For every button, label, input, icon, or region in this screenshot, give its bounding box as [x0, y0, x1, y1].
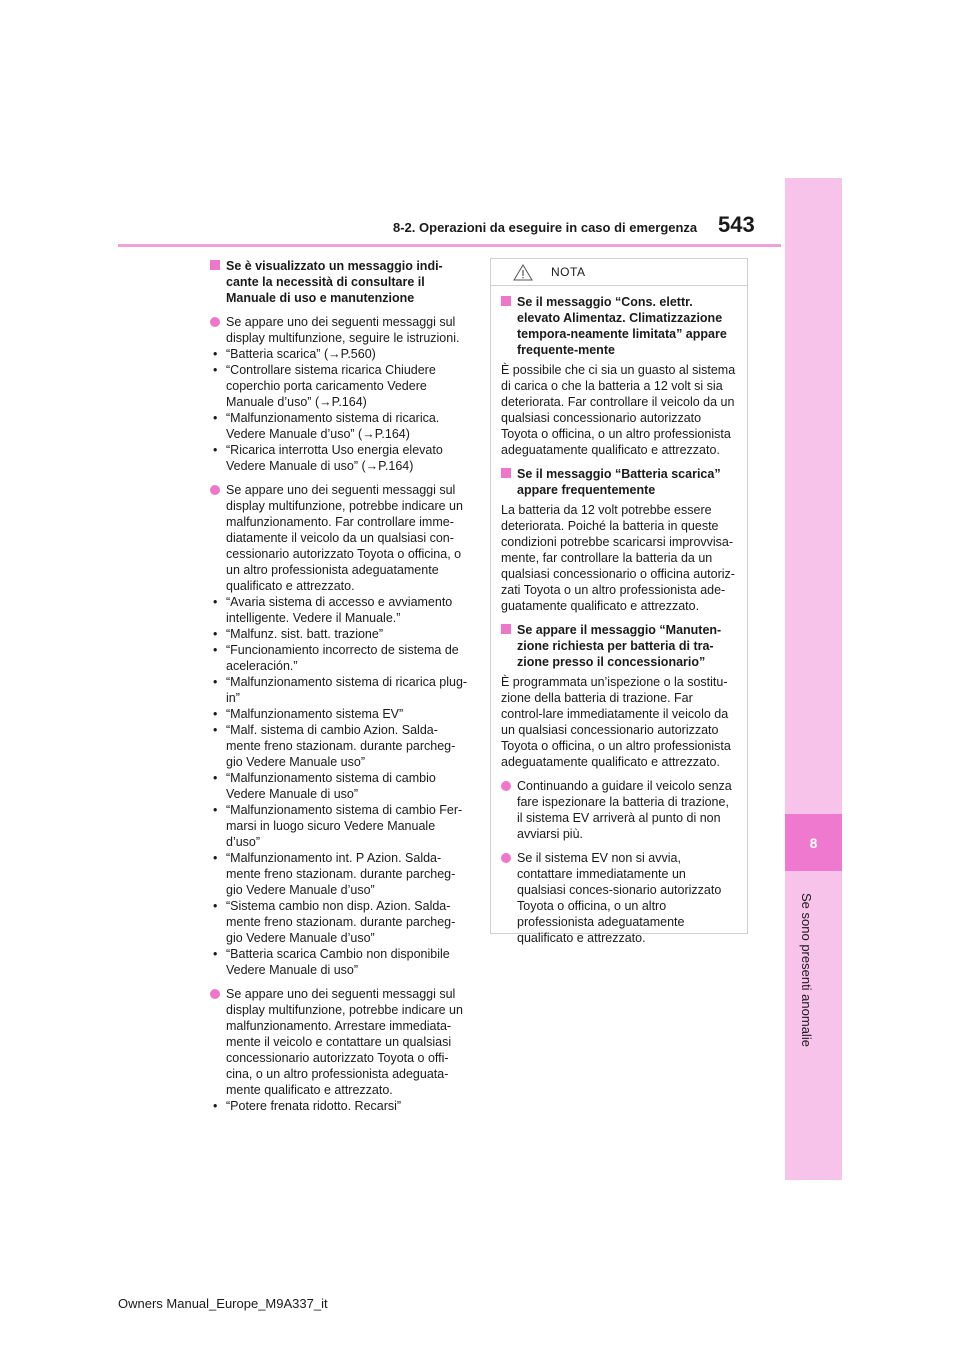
- list-item: • “Malfunz. sist. batt. trazione”: [213, 627, 384, 641]
- list-item: • “Ricarica interrotta Uso energia elevato Vedere Manuale di uso” (→P.164): [213, 443, 443, 473]
- bullet-item: [210, 986, 470, 1098]
- heading-text: Se è visualizzato un messaggio indi-cante la necessità di consultare il Manuale di uso e manutenzione: [226, 259, 443, 305]
- page-number: 543: [718, 212, 755, 237]
- notice-paragraph: È possibile che ci sia un guasto al sistema di carica o che la batteria a 12 volt si sia deteriorata. Far controllare il veicolo da un qualsiasi concessionario autorizzato Toyota o officina, o un altro professionista adeguatamente qualificato e attrezzato.: [501, 363, 736, 457]
- list-item: • “Batteria scarica Cambio non disponibile Vedere Manuale di uso”: [213, 947, 450, 977]
- list-item: • “Controllare sistema ricarica Chiudere coperchio porta caricamento Vedere Manuale d’uso” (→P.164): [213, 363, 436, 409]
- list-item: • “Malf. sistema di cambio Azion. Salda-mente freno stazionam. durante parcheg-gio Vedere Manuale uso”: [213, 723, 456, 769]
- list-item: • “Malfunzionamento sistema di cambio Fer-marsi in luogo sicuro Vedere Manuale d’uso”: [213, 803, 463, 849]
- list-item: • “Malfunzionamento sistema di ricarica. Vedere Manuale d’uso” (→P.164): [213, 411, 440, 441]
- list-item: • “Batteria scarica” (→P.560): [213, 347, 376, 361]
- list-item: • “Malfunzionamento sistema di cambio Vedere Manuale di uso”: [213, 771, 436, 801]
- list-item: • “Malfunzionamento int. P Azion. Salda-mente freno stazionam. durante parcheg-gio Vedere Manuale d’uso”: [213, 851, 456, 897]
- notice-heading: Se appare il messaggio “Manuten-zione richiesta per batteria di tra-zione presso il concessionario”: [501, 622, 737, 670]
- square-bullet-icon: [501, 624, 511, 634]
- square-bullet-icon: [501, 296, 511, 306]
- square-bullet-icon: [210, 260, 220, 270]
- bullet-item: [210, 314, 470, 346]
- bullet-text: Se appare uno dei seguenti messaggi sul display multifunzione, seguire le istruzioni.: [226, 315, 460, 345]
- bullet-item: [210, 482, 470, 594]
- footer-doc-id: Owners Manual_Europe_M9A337_it: [118, 1296, 328, 1311]
- notice-paragraph: La batteria da 12 volt potrebbe essere deteriorata. Poiché la batteria in queste condizioni potrebbe scaricarsi improvvisa-mente, far controllare la batteria da un qualsiasi concessionario o officina autoriz-zati Toyota o un altro professionista ade-guatamente qualificato e attrezzato.: [501, 503, 735, 613]
- notice-paragraph: È programmata un’ispezione o la sostitu-zione della batteria di trazione. Far control-lare immediatamente il veicolo da un qualsiasi concessionario autorizzato Toyota o officina, o un altro professionista adeguatamente qualificato e attrezzato.: [501, 675, 731, 769]
- square-bullet-icon: [501, 468, 511, 478]
- circle-bullet-icon: [210, 485, 220, 495]
- notice-heading: Se il messaggio “Batteria scarica” appare frequentemente: [501, 466, 737, 498]
- list-item: • “Avaria sistema di accesso e avviamento intelligente. Vedere il Manuale.”: [213, 595, 453, 625]
- notice-bullet: Continuando a guidare il veicolo senza fare ispezionare la batteria di trazione, il sistema EV arriverà al punto di non avviarsi più.: [501, 778, 737, 842]
- notice-title: NOTA: [551, 265, 586, 279]
- section-title: 8-2. Operazioni da eseguire in caso di emergenza: [393, 220, 698, 235]
- notice-header: [491, 259, 747, 286]
- chapter-side-tab: [785, 178, 842, 1180]
- list-item: • “Malfunzionamento sistema EV”: [213, 707, 404, 721]
- warning-triangle-icon: [513, 264, 533, 281]
- circle-bullet-icon: [210, 317, 220, 327]
- list-item: • “Sistema cambio non disp. Azion. Salda-mente freno stazionam. durante parcheg-gio Vedere Manuale d’uso”: [213, 899, 456, 945]
- chapter-title: Se sono presenti anomalie: [799, 893, 814, 1047]
- bullet-text: Se appare uno dei seguenti messaggi sul display multifunzione, potrebbe indicare un malfunzionamento. Far controllare imme-diatamente il veicolo da un qualsiasi con-cessionario autorizzato Toyota o officina, o un altro professionista adeguatamente qualificato e attrezzato.: [226, 483, 463, 593]
- circle-bullet-icon: [501, 781, 511, 791]
- circle-bullet-icon: [210, 989, 220, 999]
- list-item: • “Funcionamiento incorrecto de sistema de aceleración.”: [213, 643, 459, 673]
- list-item: • “Potere frenata ridotto. Recarsi”: [213, 1099, 402, 1113]
- header-divider: [118, 244, 781, 247]
- notice-heading: Se il messaggio “Cons. elettr. elevato Alimentaz. Climatizzazione tempora-neamente limitata” appare frequente-mente: [501, 294, 737, 358]
- notice-box: [490, 258, 748, 945]
- circle-bullet-icon: [501, 853, 511, 863]
- list-item: • “Malfunzionamento sistema di ricarica plug-in”: [213, 675, 468, 705]
- left-column: [210, 258, 470, 1114]
- section-heading: [210, 258, 470, 306]
- bullet-text: Se appare uno dei seguenti messaggi sul display multifunzione, potrebbe indicare un malfunzionamento. Arrestare immediata-mente il veicolo e contattare un qualsiasi concessionario autorizzato Toyota o offi-cina, o un altro professionista adeguata-mente qualificato e attrezzato.: [226, 987, 463, 1097]
- chapter-number: 8: [785, 814, 842, 871]
- notice-bullet: Se il sistema EV non si avvia, contattare immediatamente un qualsiasi conces-sionario autorizzato Toyota o officina, o un altro professionista adeguatamente qualificato e attrezzato.: [501, 850, 737, 946]
